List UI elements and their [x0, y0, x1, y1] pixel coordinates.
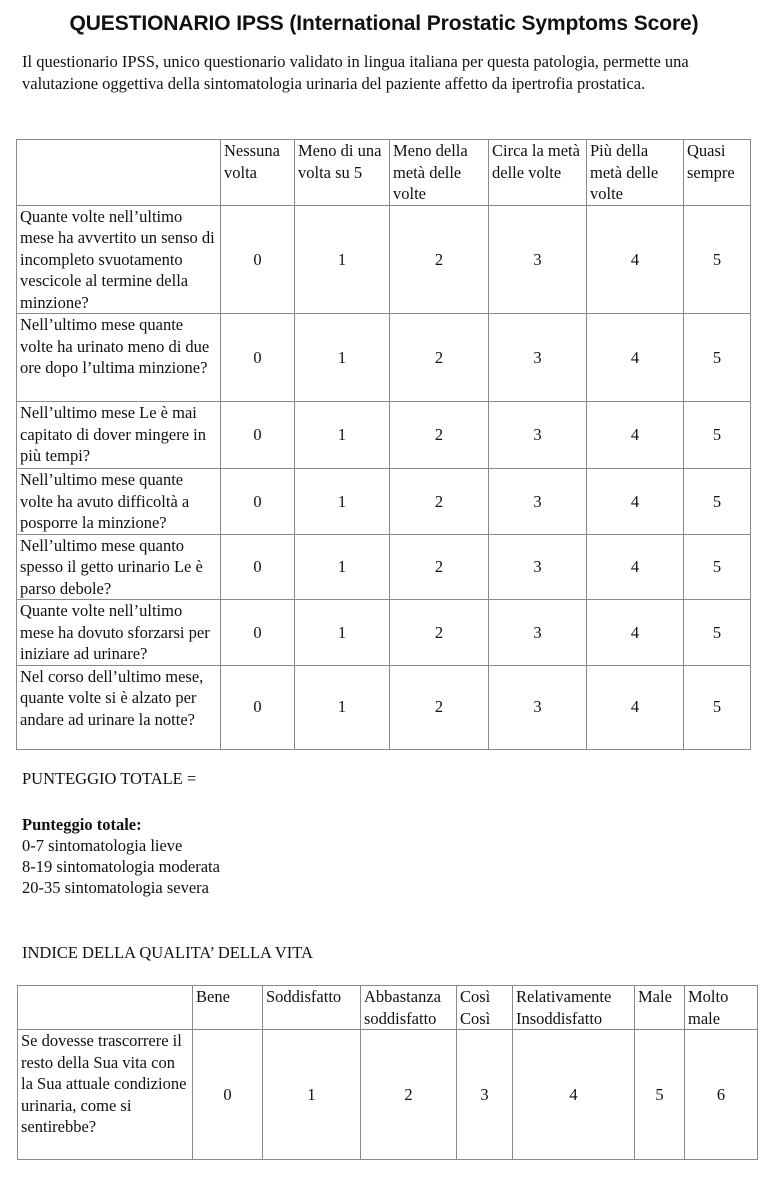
score-cell: 2 — [390, 534, 489, 600]
score-cell: 2 — [390, 205, 489, 314]
qol-header-cell: Così Così — [457, 986, 513, 1030]
question-cell: Nell’ultimo mese quante volte ha urinato meno di due ore dopo l’ultima minzione? — [17, 314, 221, 402]
ipss-header-cell: Nessuna volta — [221, 140, 295, 206]
score-cell: 4 — [513, 1030, 635, 1160]
question-cell: Nell’ultimo mese Le è mai capitato di dover mingere in più tempi? — [17, 402, 221, 469]
score-cell: 0 — [193, 1030, 263, 1160]
qol-header-cell: Abbastanza soddisfatto — [361, 986, 457, 1030]
score-cell: 0 — [221, 600, 295, 666]
score-cell: 2 — [390, 665, 489, 749]
score-cell: 4 — [587, 469, 684, 535]
ipss-header-row — [17, 140, 751, 206]
qol-header-cell: Molto male — [685, 986, 758, 1030]
score-cell: 4 — [587, 600, 684, 666]
question-cell: Quante volte nell’ultimo mese ha avvertito un senso di incompleto svuotamento vescicole al termine della minzione? — [17, 205, 221, 314]
score-cell: 1 — [295, 600, 390, 666]
question-cell: Nel corso dell’ultimo mese, quante volte si è alzato per andare ad urinare la notte? — [17, 665, 221, 749]
ipss-header-cell — [17, 140, 221, 206]
score-cell: 0 — [221, 314, 295, 402]
scoring-range: 20-35 sintomatologia severa — [22, 878, 209, 897]
qol-header-cell: Bene — [193, 986, 263, 1030]
scoring-heading: Punteggio totale: — [22, 815, 142, 834]
score-cell: 0 — [221, 402, 295, 469]
table-row — [17, 534, 751, 600]
table-row — [17, 600, 751, 666]
qol-header-cell: Relativamente Insoddisfatto — [513, 986, 635, 1030]
question-cell: Nell’ultimo mese quanto spesso il getto urinario Le è parso debole? — [17, 534, 221, 600]
table-row — [17, 665, 751, 749]
table-row — [17, 402, 751, 469]
score-cell: 3 — [489, 469, 587, 535]
ipss-header-cell: Circa la metà delle volte — [489, 140, 587, 206]
score-cell: 4 — [587, 402, 684, 469]
ipss-header-cell: Meno di una volta su 5 — [295, 140, 390, 206]
question-cell: Nell’ultimo mese quante volte ha avuto difficoltà a posporre la minzione? — [17, 469, 221, 535]
question-cell: Quante volte nell’ultimo mese ha dovuto sforzarsi per iniziare ad urinare? — [17, 600, 221, 666]
score-cell: 3 — [457, 1030, 513, 1160]
score-cell: 3 — [489, 534, 587, 600]
scoring-range: 8-19 sintomatologia moderata — [22, 857, 220, 876]
qol-header-cell: Male — [635, 986, 685, 1030]
ipss-table — [16, 139, 751, 750]
score-cell: 3 — [489, 205, 587, 314]
table-row — [18, 1030, 758, 1160]
page-title: QUESTIONARIO IPSS (International Prostatic Symptoms Score) — [69, 12, 699, 35]
score-cell: 1 — [295, 665, 390, 749]
score-cell: 3 — [489, 402, 587, 469]
score-cell: 1 — [263, 1030, 361, 1160]
ipss-header-cell: Quasi sempre — [684, 140, 751, 206]
score-cell: 3 — [489, 665, 587, 749]
score-cell: 5 — [684, 205, 751, 314]
score-cell: 5 — [684, 534, 751, 600]
score-cell: 1 — [295, 534, 390, 600]
score-cell: 0 — [221, 469, 295, 535]
score-cell: 0 — [221, 205, 295, 314]
score-cell: 5 — [684, 314, 751, 402]
total-score-line: PUNTEGGIO TOTALE = — [22, 769, 197, 788]
score-cell: 4 — [587, 314, 684, 402]
score-cell: 0 — [221, 534, 295, 600]
score-cell: 4 — [587, 205, 684, 314]
qol-header-row — [18, 986, 758, 1030]
score-cell: 6 — [685, 1030, 758, 1160]
qol-table — [17, 985, 758, 1160]
intro-paragraph: Il questionario IPSS, unico questionario validato in lingua italiana per questa patologia, permette una valutazione oggettiva della sintomatologia urinaria del paziente affetto da ipertrofia prostatica. — [22, 52, 689, 93]
score-cell: 3 — [489, 314, 587, 402]
score-cell: 1 — [295, 402, 390, 469]
question-cell: Se dovesse trascorrere il resto della Sua vita con la Sua attuale condizione urinaria, come si sentirebbe? — [18, 1030, 193, 1160]
score-cell: 4 — [587, 665, 684, 749]
score-cell: 5 — [684, 402, 751, 469]
ipss-header-cell: Più della metà delle volte — [587, 140, 684, 206]
score-cell: 1 — [295, 469, 390, 535]
scoring-range: 0-7 sintomatologia lieve — [22, 836, 183, 855]
table-row — [17, 314, 751, 402]
score-cell: 5 — [635, 1030, 685, 1160]
score-cell: 2 — [361, 1030, 457, 1160]
score-cell: 1 — [295, 314, 390, 402]
score-cell: 5 — [684, 600, 751, 666]
score-cell: 1 — [295, 205, 390, 314]
score-cell: 2 — [390, 314, 489, 402]
qol-header-cell: Soddisfatto — [263, 986, 361, 1030]
score-cell: 2 — [390, 469, 489, 535]
score-cell: 5 — [684, 469, 751, 535]
table-row — [17, 205, 751, 314]
ipss-header-cell: Meno della metà delle volte — [390, 140, 489, 206]
table-row — [17, 469, 751, 535]
score-cell: 2 — [390, 402, 489, 469]
score-cell: 2 — [390, 600, 489, 666]
score-cell: 4 — [587, 534, 684, 600]
score-cell: 5 — [684, 665, 751, 749]
qol-heading: INDICE DELLA QUALITA’ DELLA VITA — [22, 943, 313, 962]
qol-header-cell — [18, 986, 193, 1030]
score-cell: 0 — [221, 665, 295, 749]
score-cell: 3 — [489, 600, 587, 666]
